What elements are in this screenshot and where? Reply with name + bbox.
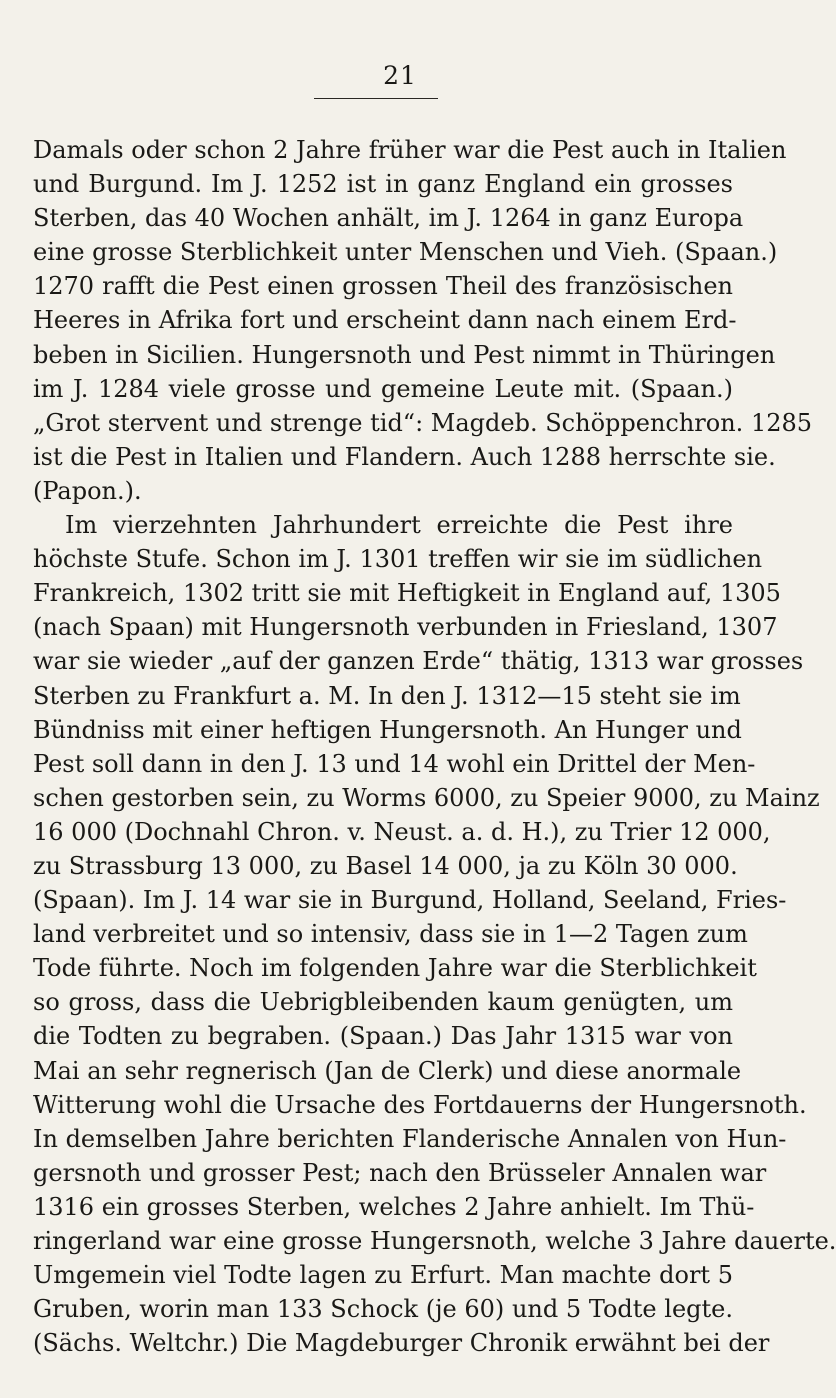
text-line: Im vierzehnten Jahrhundert erreichte die Pest ihre xyxy=(65,511,733,540)
text-line: ringerland war eine grosse Hungersnoth, welche 3 Jahre dauerte. xyxy=(33,1227,836,1255)
text-line: beben in Sicilien. Hungersnoth und Pest nimmt in Thüringen xyxy=(33,340,776,369)
text-line: Gruben, worin man 133 Schock (je 60) und 5 Todte legte. xyxy=(33,1295,733,1324)
text-line: so gross, dass die Uebrigbleibenden kaum genügten, um xyxy=(33,988,733,1017)
text-line: (nach Spaan) mit Hungersnoth verbunden in Friesland, 1307 xyxy=(33,613,778,642)
text-line: eine grosse Sterblichkeit unter Menschen und Vieh. (Spaan.) xyxy=(33,238,778,267)
text-line: Tode führte. Noch im folgenden Jahre war die Sterblichkeit xyxy=(33,954,757,983)
text-line: Pest soll dann in den J. 13 und 14 wohl ein Drittel der Men- xyxy=(33,749,756,778)
text-line: Damals oder schon 2 Jahre früher war die Pest auch in Italien xyxy=(33,136,787,164)
text-line: gersnoth und grosser Pest; nach den Brüsseler Annalen war xyxy=(33,1158,767,1187)
text-line: Mai an sehr regnerisch (Jan de Clerk) und diese anormale xyxy=(33,1056,742,1085)
text-line: im J. 1284 viele grosse und gemeine Leute mit. (Spaan.) xyxy=(33,374,733,403)
text-line: land verbreitet und so intensiv, dass sie in 1—2 Tagen zum xyxy=(33,920,748,949)
text-line: zu Strassburg 13 000, zu Basel 14 000, ja zu Köln 30 000. xyxy=(33,851,738,880)
header-rule xyxy=(314,98,438,99)
text-line: Bündniss mit einer heftigen Hungersnoth. An Hunger und xyxy=(33,715,742,744)
text-line: (Sächs. Weltchr.) Die Magdeburger Chronik erwähnt bei der xyxy=(33,1329,770,1358)
text-line: Heeres in Afrika fort und erscheint dann nach einem Erd- xyxy=(33,306,737,335)
text-line: die Todten zu begraben. (Spaan.) Das Jahr 1315 war von xyxy=(33,1022,733,1051)
text-line: schen gestorben sein, zu Worms 6000, zu Speier 9000, zu Mainz xyxy=(33,783,820,812)
text-line: war sie wieder „auf der ganzen Erde“ thätig, 1313 war grosses xyxy=(33,647,804,676)
text-line: Witterung wohl die Ursache des Fortdauerns der Hungersnoth. xyxy=(33,1090,807,1119)
text-line: Sterben, das 40 Wochen anhält, im J. 1264 in ganz Europa xyxy=(33,204,744,233)
text-line: höchste Stufe. Schon im J. 1301 treffen wir sie im südlichen xyxy=(33,545,763,574)
text-line: (Spaan). Im J. 14 war sie in Burgund, Holland, Seeland, Fries- xyxy=(33,886,787,915)
text-line: ist die Pest in Italien und Flandern. Auch 1288 herrschte sie. xyxy=(33,442,776,471)
text-line: In demselben Jahre berichten Flanderische Annalen von Hun- xyxy=(33,1124,787,1153)
body-text xyxy=(33,133,836,1360)
text-line: Sterben zu Frankfurt a. M. In den J. 1312—15 steht sie im xyxy=(33,681,741,710)
page-number: 21 xyxy=(383,61,417,90)
text-line: 16 000 (Dochnahl Chron. v. Neust. a. d. H.), zu Trier 12 000, xyxy=(33,817,771,846)
text-line: (Papon.). xyxy=(33,476,142,505)
text-line: und Burgund. Im J. 1252 ist in ganz England ein grosses xyxy=(33,170,733,199)
text-line: 1316 ein grosses Sterben, welches 2 Jahre anhielt. Im Thü- xyxy=(33,1192,755,1221)
text-line: Frankreich, 1302 tritt sie mit Heftigkeit in England auf, 1305 xyxy=(33,579,781,608)
text-line: 1270 rafft die Pest einen grossen Theil des französischen xyxy=(33,272,733,301)
text-line: „Grot stervent und strenge tid“: Magdeb. Schöppenchron. 1285 xyxy=(33,408,813,437)
text-line: Umgemein viel Todte lagen zu Erfurt. Man machte dort 5 xyxy=(33,1261,733,1290)
